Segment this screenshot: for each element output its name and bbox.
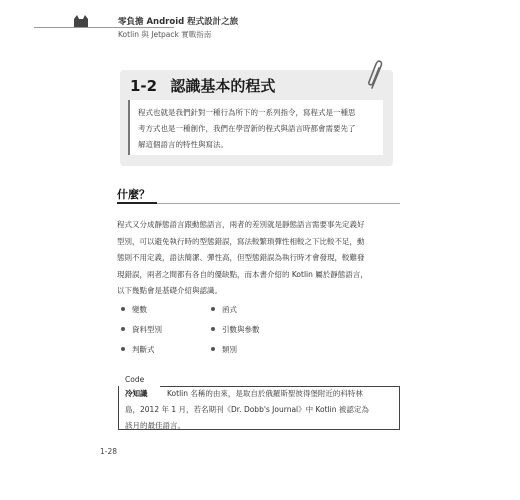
note-line: Kotlin 名稱的由來，是取自於俄羅斯聖彼得堡附近的科特林: [167, 389, 363, 398]
intro-line: 考方式也是一種創作，我們在學習新的程式與語言時都會需要先了: [138, 124, 356, 133]
heading-accent-bar: [117, 202, 157, 204]
body-line: 型別，可以避免執行時的型態錯誤，寫法較繁瑣彈性相較之下比較不足，動: [117, 236, 365, 246]
section-number: 1-2: [130, 77, 158, 95]
intro-line: 解這個語言的特性與寫法。: [138, 140, 228, 149]
body-line: 現錯誤，兩者之間都有各自的優缺點，而本書介紹的 Kotlin 屬於靜態語言，: [117, 269, 368, 279]
section-title: 認識基本的程式: [170, 77, 276, 95]
bullet-icon: [121, 347, 125, 351]
question-heading: 什麼？: [117, 188, 150, 201]
list-item: 變數: [121, 304, 147, 315]
bullet-icon: [121, 327, 125, 331]
bullet-icon: [211, 347, 215, 351]
header-rule: [34, 27, 174, 28]
section-heading: [130, 75, 275, 96]
note-title: 冷知識: [125, 389, 148, 398]
book-title: 零負擔 Android 程式設計之旅: [118, 17, 239, 27]
list-item: 類別: [211, 344, 237, 355]
list-item: 資料型別: [121, 324, 162, 335]
list-item: 函式: [211, 304, 237, 315]
paperclip-icon: [366, 58, 386, 94]
note-text: [125, 386, 395, 434]
heading-underline: [117, 203, 400, 204]
book-subtitle: Kotlin 與 Jetpack 實戰指南: [118, 30, 212, 39]
bullet-icon: [211, 327, 215, 331]
note-line: 島，2012 年 1 月，若名期刊《Dr. Dobb's Journal》中 Kotlin 被認定為: [125, 405, 369, 414]
intro-box: [128, 100, 383, 155]
cat-icon: [72, 14, 90, 28]
list-item: 引數與參數: [211, 324, 260, 335]
bullet-icon: [121, 307, 125, 311]
bullet-icon: [211, 307, 215, 311]
note-tag: Code: [125, 375, 145, 384]
note-line: 該月的最佳語言。: [125, 421, 185, 430]
body-paragraph: [117, 217, 400, 300]
body-line: 以下幾點會是基礎介紹與認識。: [117, 286, 222, 295]
list-item: 判斷式: [121, 344, 155, 355]
intro-line: 程式也就是我們針對一種行為所下的一系列指令，寫程式是一種思: [138, 108, 356, 117]
body-line: 態則不用定義，語法簡潔、彈性高，但型態錯誤為執行時才會發現，較難發: [117, 253, 365, 262]
body-line: 程式又分成靜態語言跟動態語言，兩者的差別就是靜態語言需要事先定義好: [117, 220, 365, 229]
page-number: 1-28: [100, 447, 118, 456]
running-header: [0, 0, 520, 44]
